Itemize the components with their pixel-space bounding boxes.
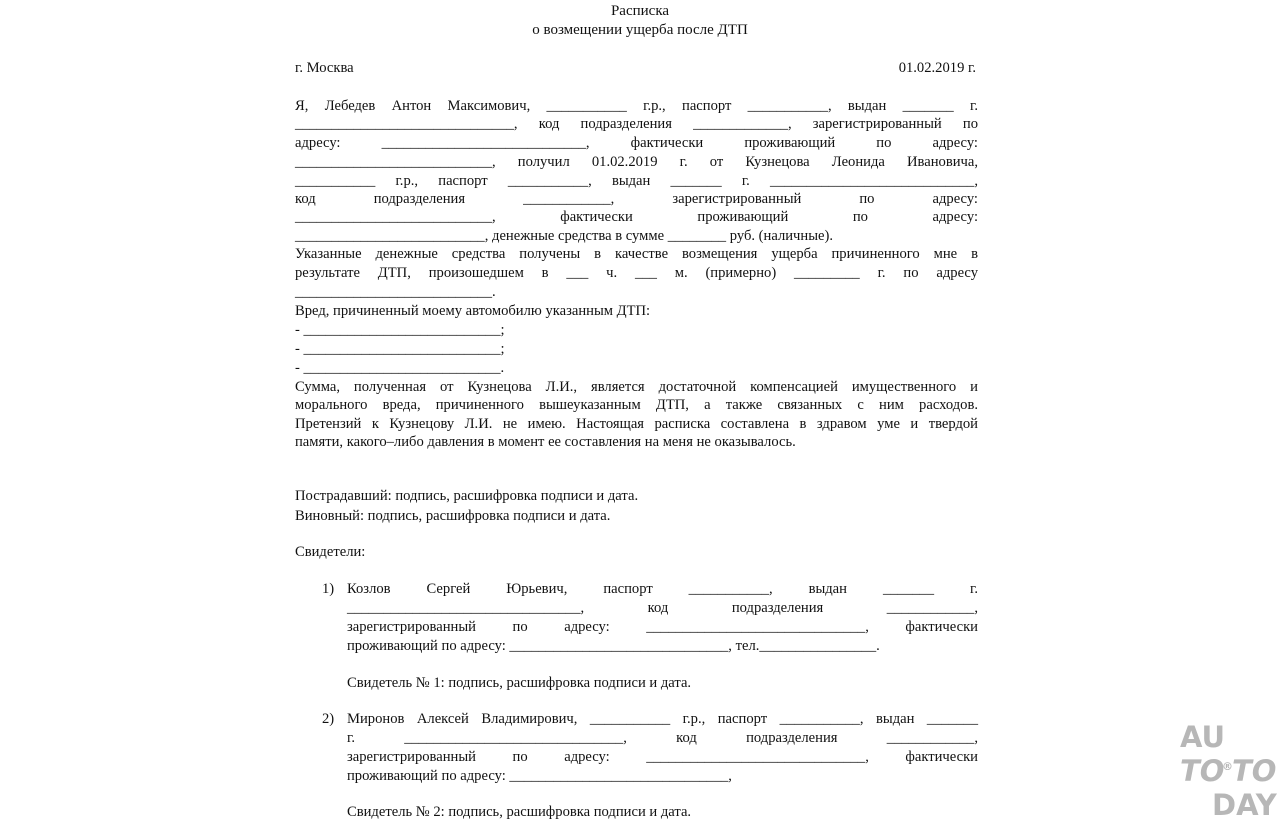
victim-signature: Пострадавший: подпись, расшифровка подписи и дата. (295, 488, 639, 504)
watermark-text: AU (1180, 720, 1226, 754)
document-date: 01.02.2019 г. (898, 60, 976, 76)
paragraph-line: результате ДТП, произошедшем в ___ ч. ___ м. (примерно) _________ г. по адресу (295, 265, 978, 281)
witness-line: проживающий по адресу: ______________________________, тел.________________. (347, 638, 880, 654)
document-title: Расписка (610, 3, 670, 19)
compensation-line: Сумма, полученная от Кузнецова Л.И., является достаточной компенсацией имущественного и (295, 379, 978, 395)
document-city: г. Москва (295, 60, 354, 76)
document-subtitle: о возмещении ущерба после ДТП (532, 22, 748, 38)
paragraph-line: ___________________________, фактически проживающий по адресу: (295, 209, 978, 225)
compensation-line: памяти, какого–либо давления в момент ее составления на меня не оказывалось. (295, 434, 796, 450)
witness-number: 2) (322, 711, 335, 727)
witness-line: Козлов Сергей Юрьевич, паспорт ___________, выдан _______ г. (347, 581, 978, 597)
registered-mark-icon: ® (1222, 760, 1233, 773)
paragraph-line: Указанные денежные средства получены в качестве возмещения ущерба причиненного мне в (295, 246, 978, 262)
paragraph-line: ___________________________, получил 01.02.2019 г. от Кузнецова Леонида Ивановича, (295, 154, 978, 170)
witness-line: проживающий по адресу: ______________________________, (347, 768, 732, 784)
watermark-text: DAY (1212, 788, 1277, 822)
witness-signature: Свидетель № 1: подпись, расшифровка подписи и дата. (347, 675, 692, 691)
autotoday-watermark-logo (1170, 722, 1280, 825)
witness-line: ________________________________, код подразделения ____________, (347, 600, 978, 616)
witness-number: 1) (322, 581, 335, 597)
witness-line: зарегистрированный по адресу: ______________________________, фактически (347, 619, 978, 635)
paragraph-line: ______________________________, код подразделения _____________, зарегистрированный по (295, 116, 978, 132)
harm-item: - ___________________________; (295, 322, 505, 338)
witness-signature: Свидетель № 2: подпись, расшифровка подписи и дата. (347, 804, 692, 820)
paragraph-line: адресу: ____________________________, фактически проживающий по адресу: (295, 135, 978, 151)
harm-item: - ___________________________; (295, 341, 505, 357)
watermark-text: TO (1232, 754, 1277, 788)
paragraph-line: ___________ г.р., паспорт ___________, выдан _______ г. ____________________________, (295, 173, 978, 189)
paragraph-line: __________________________, денежные средства в сумме ________ руб. (наличные). (295, 228, 833, 244)
harm-item: - ___________________________. (295, 360, 505, 376)
watermark-text: TO (1180, 754, 1225, 788)
address-blank: ___________________________. (295, 284, 496, 300)
compensation-line: морального вреда, причиненного вышеуказанным ДТП, а также связанных с ним расходов. (295, 397, 978, 413)
witness-line: зарегистрированный по адресу: ______________________________, фактически (347, 749, 978, 765)
witnesses-heading: Свидетели: (295, 544, 366, 560)
culprit-signature: Виновный: подпись, расшифровка подписи и дата. (295, 508, 611, 524)
witness-line: г. ______________________________, код подразделения ____________, (347, 730, 978, 746)
compensation-line: Претензий к Кузнецову Л.И. не имею. Настоящая расписка составлена в здравом уме и твердой (295, 416, 978, 432)
harm-heading: Вред, причиненный моему автомобилю указанным ДТП: (295, 303, 651, 319)
paragraph-line: Я, Лебедев Антон Максимович, ___________ г.р., паспорт ___________, выдан _______ г. (295, 98, 978, 114)
paragraph-line: код подразделения ____________, зарегистрированный по адресу: (295, 191, 978, 207)
witness-line: Миронов Алексей Владимирович, ___________ г.р., паспорт ___________, выдан _______ (347, 711, 978, 727)
